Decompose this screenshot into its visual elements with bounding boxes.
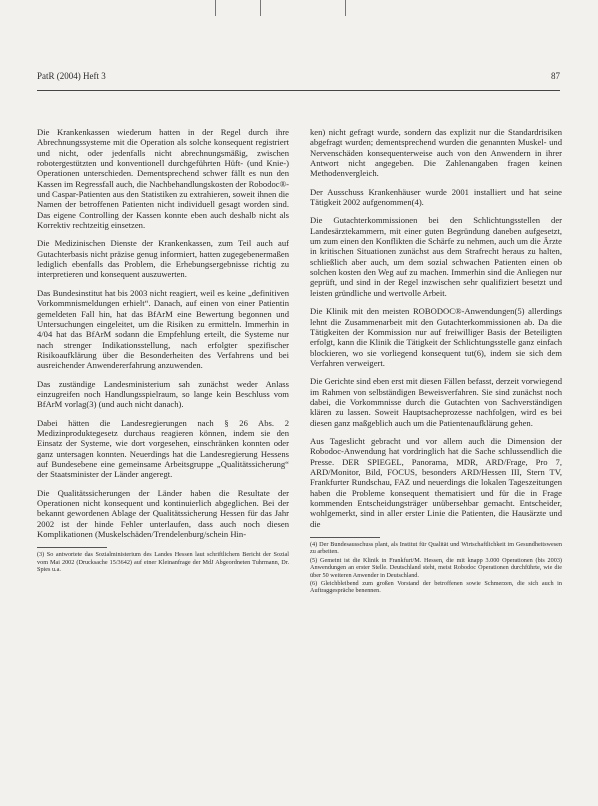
right-column bbox=[310, 127, 562, 596]
paragraph: Die Krankenkassen wiederum hatten in der Regel durch ihre Abrechnungssysteme mit die Operation als solche konsequent registriert und nicht, oder jedenfalls nicht abrechnungsmäßig, zwischen robotergestützten und konventionell durchgeführten Hüft- (und Knie-) Operationen unterschieden. Dementsprechend schwer fällt es nun den Kassen im Regressfall auch, die Nachbehandlungskosten der Robodoc®- und Caspar-Patienten aus den Statistiken zu extrahieren, soweit ihnen die Namen der betroffenen Patienten nicht individuell gesagt worden sind. Das eigene Controlling der Kassen konnte eben auch deshalb nicht als Korrektiv rechtzeitig einsetzen. bbox=[37, 127, 289, 231]
scan-mark bbox=[260, 0, 261, 16]
page-header bbox=[37, 71, 560, 85]
paragraph: Die Medizinischen Dienste der Krankenkassen, zum Teil auch auf Gutachterbasis nicht präzise genug informiert, hatten zugegebenermaßen lediglich ebenfalls das Problem, die Erhebungsergebnisse richtig zu interpretieren und konsequent auszuwerten. bbox=[37, 238, 289, 280]
page-number: 87 bbox=[551, 71, 560, 81]
footnote-rule bbox=[37, 547, 107, 548]
footnote: (6) Gleichbleibend zum großen Vorstand der betroffenen sowie Schmerzen, die sich auch in Auftraggespräche benennen. bbox=[310, 580, 562, 595]
footnote-rule bbox=[310, 537, 380, 538]
paragraph: Dabei hätten die Landesregierungen nach § 26 Abs. 2 Medizinproduktegesetz durchaus reagieren können, indem sie den Einsatz der Systeme, wie dort vorgesehen, einschränken konnten oder ganz untersagen konnten. Neuerdings hat die Landesregierung Hessens auf Bundesebene eine gemeinsame Arbeitsgruppe „Qualitätssicherung“ der Staatsminister der Länder angeregt. bbox=[37, 417, 289, 480]
journal-reference: PatR (2004) Heft 3 bbox=[37, 71, 106, 81]
paragraph: Die Klinik mit den meisten ROBODOC®-Anwendungen(5) allerdings lehnt die Zusammenarbeit mit den Gutachterkommissionen ab. Da die Tätigkeiten der Kommission nur auf freiwilliger Basis der Beteiligten erfolgt, kann die Klinik die Tätigkeit der Schlichtungsstelle ganz einfach blockieren, wo sie vorliegend konsequent tut(6), indem sie sich dem Verfahren verweigert. bbox=[310, 306, 562, 368]
header-rule bbox=[37, 90, 560, 91]
paragraph: Die Gutachterkommissionen bei den Schlichtungsstellen der Landesärztekammern, mit einer guten Begründung daneben aufgesetzt, um zum einen den Konflikten die Schärfe zu nehmen, auch um die Ärzte in kritischen Situationen zunächst aus dem Strafrecht heraus zu halten, schließlich aber auch, um dem sozial schwachen Patienten einen ob solchen kosten den Weg auf zu machen. Immerhin sind die Anliegen nur geprüft, und sind in der Regel inzwischen sehr qualifiziert besetzt und leisten gründliche und wertvolle Arbeit. bbox=[310, 215, 562, 298]
paragraph: ken) nicht gefragt wurde, sondern das explizit nur die Standardrisiken abgefragt wurden; dementsprechend wurden die genannten Muskel- und Nervenschäden konsequenterweise auch von den Anwendern in ihrer Antwort nicht angegeben. Die Zahlenangaben fragen keinen Methodenvergleich. bbox=[310, 127, 562, 179]
paragraph: Aus Tageslicht gebracht und vor allem auch die Dimension der Robodoc-Anwendung hat vordringlich hat die Sache schlussendlich die Presse. DER SPIEGEL, Panorama, MDR, ARD/Frage, Pro 7, ARD/Monitor, Bild, FOCUS, besonders ARD/Hessen III, Stern TV, Frankfurter Rundschau, FAZ und neuerdings die lokalen Tageszeitungen haben die Probleme konsequent thematisiert und für die in Frage kommenden Entscheidungsträger unübersehbar gemacht. Entscheider, wohlgemerkt, sind in aller erster Linie die Patienten, die Hausärzte und die bbox=[310, 435, 562, 529]
paragraph: Das Bundesinstitut hat bis 2003 nicht reagiert, weil es keine „definitiven Vorkommnismeldungen erhielt“. Danach, auf einen von einer Patientin gemeldeten Fall hin, hat das BfArM eine Bewertung begonnen und Untersuchungen eingeleitet, um die Risiken zu ermitteln. Immerhin in 4/04 hat das BfArM sodann die Empfehlung erteilt, die Systeme nur nach strenger Indikationsstellung, nach erfolgter spezifischer Risikoaufklärung über die Besonderheiten des Verfahrens und bei ausreichender Anwendererfahrung anzuwenden. bbox=[37, 287, 289, 371]
scan-mark bbox=[215, 0, 216, 16]
paragraph: Das zuständige Landesministerium sah zunächst weder Anlass einzugreifen noch Handlungsspielraum, so lange kein Beschluss vom BfArM vorlag(3) (und auch nicht danach). bbox=[37, 378, 289, 410]
paragraph: Die Qualitätssicherungen der Länder haben die Resultate der Operationen nicht konsequent und kontinuierlich abgeglichen. Bei der bekannt gewordenen Ablage der Qualitätssicherung Hessen für das Jahr 2002 ist der hinde Fehler unterlaufen, dass auch noch diesen Komplikationen (Muskelschäden/Trendelenburg/schein Hin- bbox=[37, 487, 289, 540]
paragraph: Der Ausschuss Krankenhäuser wurde 2001 installiert und hat seine Tätigkeit 2002 aufgenommen(4). bbox=[310, 186, 562, 208]
footnote: (4) Der Bundesausschuss plant, als Institut für Qualität und Wirtschaftlichkeit im Gesundheitswesen zu arbeiten. bbox=[310, 541, 562, 556]
left-column bbox=[37, 127, 289, 575]
footnote: (5) Gemeint ist die Klinik in Frankfurt/M. Hessen, die mit knapp 3.000 Operationen (bis 2003) Anwendungen an erster Stelle. Deutschland steht, meist Robodoc Operationen durchführte, wie die über 50 weiteren Anwender in Deutschland. bbox=[310, 556, 562, 579]
scan-mark bbox=[345, 0, 346, 16]
footnote: (3) So antwortete das Sozialministerium des Landes Hessen laut schriftlichem Bericht der Sozial vom Mai 2002 (Drucksache 15/3642) auf einer Kleinanfrage der MdJ Abgeordneten Tuhrmann, Dr. Spies u.a. bbox=[37, 551, 289, 574]
paragraph: Die Gerichte sind eben erst mit diesen Fällen befasst, derzeit vorwiegend im Rahmen von selbständigen Beweisverfahren. Sie sind zunächst noch dabei, die Vorkommnisse durch die Gutachten von Sachverständigen klären zu lassen. Soweit Hauptsacheprozesse nachfolgen, wird es bei diesen ganz maßgeblich auch um die Patientenaufklärung gehen. bbox=[310, 376, 562, 428]
